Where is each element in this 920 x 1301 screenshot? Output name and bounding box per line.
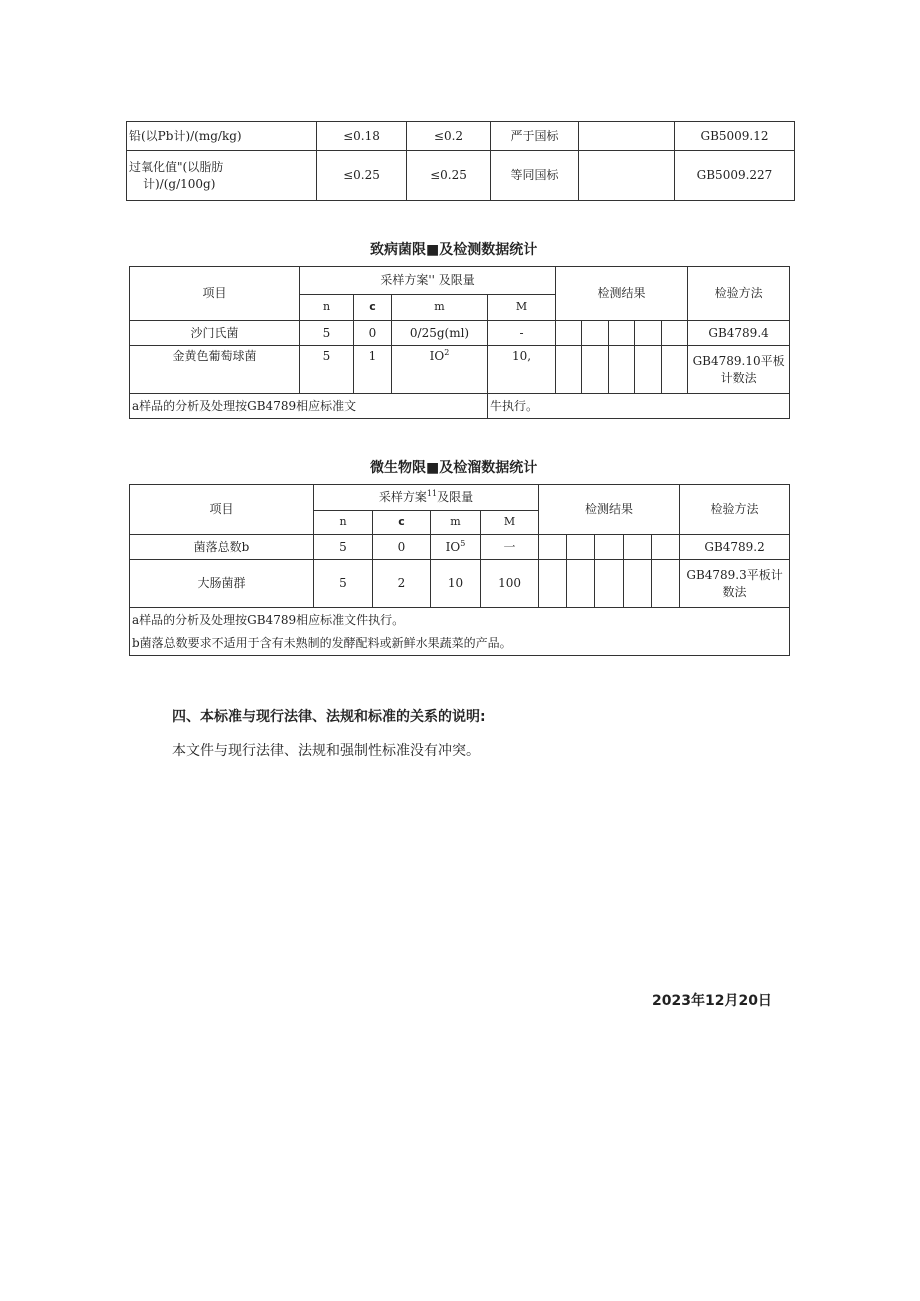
- result-cell: [556, 346, 582, 394]
- note-row: [130, 632, 790, 656]
- c-cell: 0: [373, 535, 431, 560]
- item-line: 过氧化值"(以脂肪: [129, 160, 224, 175]
- result-cell: [579, 151, 675, 201]
- table-row: [130, 321, 790, 346]
- item-cell: [127, 151, 317, 201]
- note-b: b菌落总数要求不适用于含有未熟制的发酵配料或新鲜水果蔬菜的产品。: [130, 632, 790, 656]
- m-exponent: 5: [460, 538, 466, 548]
- c-cell: 0: [354, 321, 392, 346]
- header-m: m: [431, 511, 481, 535]
- n-cell: 5: [300, 321, 354, 346]
- M-cell: 10,: [488, 346, 556, 394]
- micro-table-title: 微生物限■及检溜数据统计: [370, 460, 538, 476]
- table-row: [127, 122, 795, 151]
- plan-text: 采样方案: [378, 490, 427, 505]
- method-line: 计数法: [720, 370, 757, 385]
- n-cell: 5: [300, 346, 354, 394]
- header-M: M: [481, 511, 539, 535]
- m-cell: 10: [431, 560, 481, 608]
- result-cell: [595, 560, 624, 608]
- result-cell: [582, 346, 609, 394]
- method-cell: GB4789.2: [680, 535, 790, 560]
- header-c: c: [373, 511, 431, 535]
- note-a-right: 牛执行。: [488, 394, 790, 419]
- result-cell: [609, 321, 635, 346]
- n-cell: 5: [314, 535, 373, 560]
- plan-tail: 及限量: [437, 490, 474, 505]
- method-line: GB4789.10平板: [692, 354, 785, 369]
- section-body: 本文件与现行法律、法规和强制性标准没有冲突。: [172, 743, 480, 759]
- result-cell: [567, 560, 595, 608]
- document-date: 2023年12月20日: [652, 993, 772, 1009]
- limit-cell: ≤0.18: [317, 122, 407, 151]
- header-method: 检验方法: [688, 267, 790, 321]
- compare-cell: 等同国标: [491, 151, 579, 201]
- microorganism-table: [129, 484, 790, 656]
- header-plan: [314, 485, 539, 511]
- note-a: a样品的分析及处理按GB4789相应标准文件执行。: [130, 608, 790, 632]
- pathogen-table: [129, 266, 790, 419]
- result-cell: [662, 321, 688, 346]
- m-exponent: 2: [444, 348, 450, 357]
- method-cell: [688, 346, 790, 394]
- national-limit-cell: ≤0.2: [407, 122, 491, 151]
- header-n: n: [314, 511, 373, 535]
- table-row: [130, 346, 790, 394]
- result-cell: [624, 560, 652, 608]
- M-cell: -: [488, 321, 556, 346]
- header-plan: 采样方案'' 及限量: [300, 267, 556, 295]
- M-cell: 100: [481, 560, 539, 608]
- header-c: c: [354, 295, 392, 321]
- method-line: 数法: [722, 584, 747, 599]
- section-heading: 四、本标准与现行法律、法规和标准的关系的说明:: [172, 709, 486, 725]
- heavy-metal-table: [126, 121, 795, 201]
- method-cell: [680, 560, 790, 608]
- header-item: 项目: [130, 267, 300, 321]
- note-a-left: a样品的分析及处理按GB4789相应标准文: [130, 394, 488, 419]
- result-cell: [662, 346, 688, 394]
- result-cell: [609, 346, 635, 394]
- method-cell: GB5009.12: [675, 122, 795, 151]
- pathogen-table-title: 致病菌限■及检测数据统计: [370, 242, 538, 258]
- m-cell: [431, 535, 481, 560]
- method-line: GB4789.3平板计: [686, 568, 783, 583]
- item-cell: 沙门氏菌: [130, 321, 300, 346]
- result-cell: [635, 346, 662, 394]
- item-cell: 大肠菌群: [130, 560, 314, 608]
- result-cell: [624, 535, 652, 560]
- m-base: IO: [445, 539, 461, 554]
- note-row: [130, 394, 790, 419]
- m-cell: [392, 346, 488, 394]
- result-cell: [652, 535, 680, 560]
- header-item: 项目: [130, 485, 314, 535]
- compare-cell: 严于国标: [491, 122, 579, 151]
- c-cell: 2: [373, 560, 431, 608]
- header-m: m: [392, 295, 488, 321]
- method-cell: GB5009.227: [675, 151, 795, 201]
- n-cell: 5: [314, 560, 373, 608]
- result-cell: [539, 535, 567, 560]
- item-cell: 金黄色葡萄球菌: [130, 346, 300, 394]
- item-line: 计)/(g/100g): [143, 176, 216, 191]
- plan-footnote: 11: [426, 489, 438, 499]
- table-row: [130, 535, 790, 560]
- header-row: [130, 267, 790, 295]
- header-M: M: [488, 295, 556, 321]
- note-row: [130, 608, 790, 632]
- item-cell: 铅(以Pb计)/(mg/kg): [127, 122, 317, 151]
- m-base: IO: [429, 349, 445, 363]
- header-n: n: [300, 295, 354, 321]
- result-cell: [652, 560, 680, 608]
- M-cell: 一: [481, 535, 539, 560]
- table-row: [130, 560, 790, 608]
- c-cell: 1: [354, 346, 392, 394]
- method-cell: GB4789.4: [688, 321, 790, 346]
- limit-cell: ≤0.25: [317, 151, 407, 201]
- result-cell: [539, 560, 567, 608]
- result-cell: [556, 321, 582, 346]
- header-method: 检验方法: [680, 485, 790, 535]
- header-row: [130, 485, 790, 511]
- m-cell: 0/25g(ml): [392, 321, 488, 346]
- header-result: 检测结果: [556, 267, 688, 321]
- header-result: 检测结果: [539, 485, 680, 535]
- result-cell: [579, 122, 675, 151]
- result-cell: [595, 535, 624, 560]
- national-limit-cell: ≤0.25: [407, 151, 491, 201]
- table-row: [127, 151, 795, 201]
- result-cell: [582, 321, 609, 346]
- result-cell: [567, 535, 595, 560]
- item-cell: 菌落总数b: [130, 535, 314, 560]
- result-cell: [635, 321, 662, 346]
